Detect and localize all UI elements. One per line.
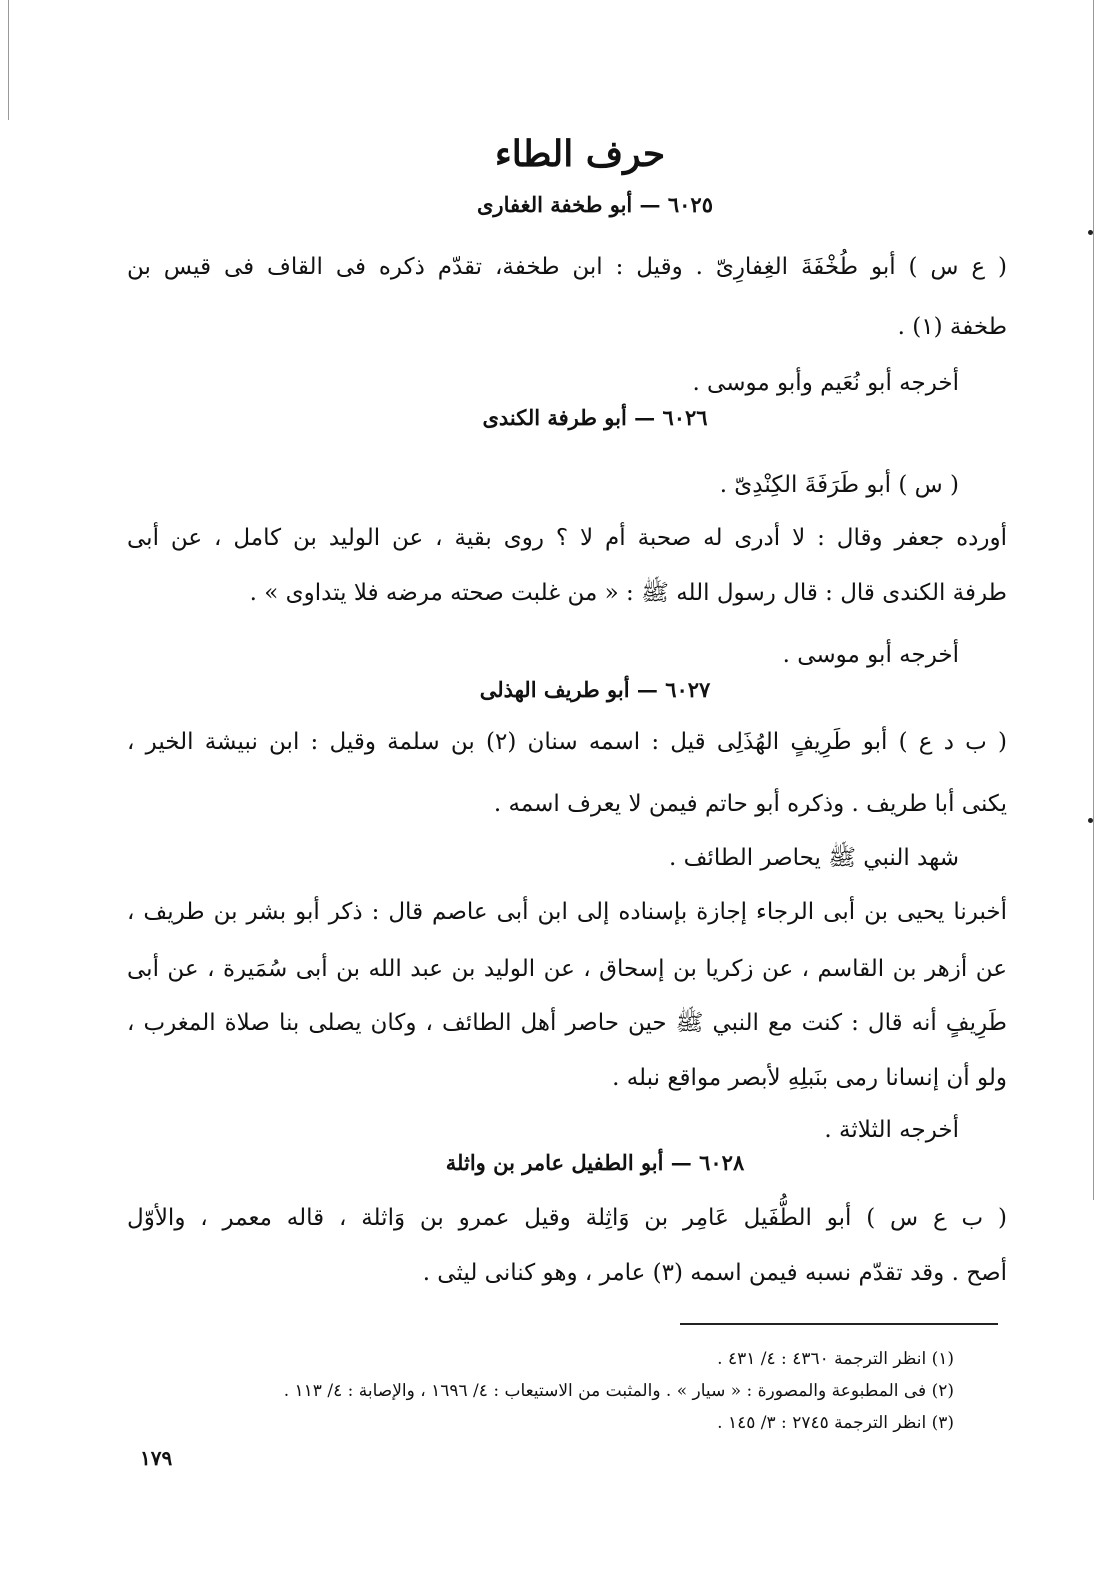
entry-text-line: ( ب د ع ) أبو طَرِيفٍ الهُذَلِى قيل : اسمه سنان (٢) بن سلمة وقيل : ابن نبيشة الخير ، (127, 729, 1008, 755)
entry-text-line: أخبرنا يحيى بن أبى الرجاء إجازة بإسناده إلى ابن أبى عاصم قال : ذكر أبو بشر بن طريف ، (127, 899, 1007, 925)
entry-text-line: طَرِيفٍ أنه قال : كنت مع النبي ﷺ حين حاصر أهل الطائف ، وكان يصلى بنا صلاة المغرب ، (127, 1010, 1007, 1036)
entry-text-line: طخفة (١) . (897, 314, 1007, 340)
scan-mark (1088, 230, 1093, 235)
entry-text-line: ( س ) أبو طَرَفَةَ الكِنْدِىّ . (719, 472, 959, 498)
entry-text-line: أصح . وقد تقدّم نسبه فيمن اسمه (٣) عامر ، وهو كنانى ليثى . (422, 1260, 1007, 1286)
entry-text-line: ( ب ع س ) أبو الطُّفَيل عَامِر بن وَاثِلة وقيل عمرو بن وَاثلة ، قاله معمر ، والأوّل (127, 1205, 1007, 1231)
entry-heading: ٦٠٢٨ — أبو الطفيل عامر بن واثلة (445, 1150, 745, 1175)
page-number: ١٧٩ (140, 1446, 173, 1470)
entry-text-line: أخرجه الثلاثة . (824, 1117, 959, 1143)
entry-text-line: طرفة الكندى قال : قال رسول الله ﷺ : « من غلبت صحته مرضه فلا يتداوى » . (249, 580, 1007, 606)
entry-heading: ٦٠٢٥ — أبو طخفة الغفارى (476, 192, 713, 217)
footnote-divider (680, 1323, 998, 1325)
entry-text-line: عن أزهر بن القاسم ، عن زكريا بن إسحاق ، عن الوليد بن عبد الله بن أبى سُمَيرة ، عن أبى (127, 956, 1007, 982)
entry-text-line: أخرجه أبو نُعَيم وأبو موسى . (692, 370, 959, 396)
entry-heading: ٦٠٢٦ — أبو طرفة الكندى (482, 405, 708, 430)
footnote: (٣) انظر الترجمة ٢٧٤٥ : ٣/ ١٤٥ . (717, 1413, 954, 1433)
scan-mark (1088, 818, 1093, 823)
entry-heading: ٦٠٢٧ — أبو طريف الهذلى (479, 677, 711, 702)
entry-text-line: أخرجه أبو موسى . (782, 642, 959, 668)
entry-text-line: ولو أن إنسانا رمى بنَبلِهِ لأبصر مواقع نبله . (612, 1065, 1007, 1091)
footnote: (٢) فى المطبوعة والمصورة : « سيار » . والمثبت من الاستيعاب : ٤/ ١٦٩٦ ، والإصابة : ٤/ ١١٣ . (283, 1381, 954, 1401)
entry-text-line: يكنى أبا طريف . وذكره أبو حاتم فيمن لا يعرف اسمه . (493, 791, 1007, 817)
entry-text-line: شهد النبي ﷺ يحاصر الطائف . (668, 845, 959, 871)
entry-text-line: أورده جعفر وقال : لا أدرى له صحبة أم لا ؟ روى بقية ، عن الوليد بن كامل ، عن أبى (127, 525, 1007, 551)
scan-edge-line (8, 0, 9, 120)
chapter-title: حرف الطاء (494, 133, 666, 175)
footnote: (١) انظر الترجمة ٤٣٦٠ : ٤/ ٤٣١ . (717, 1349, 954, 1369)
scan-edge-line (1093, 0, 1094, 1200)
entry-text-line: ( ع س ) أبو طُخْفَةَ الغِفارِىّ . وقيل : ابن طخفة، تقدّم ذكره فى القاف فى قيس بن (127, 254, 1007, 280)
